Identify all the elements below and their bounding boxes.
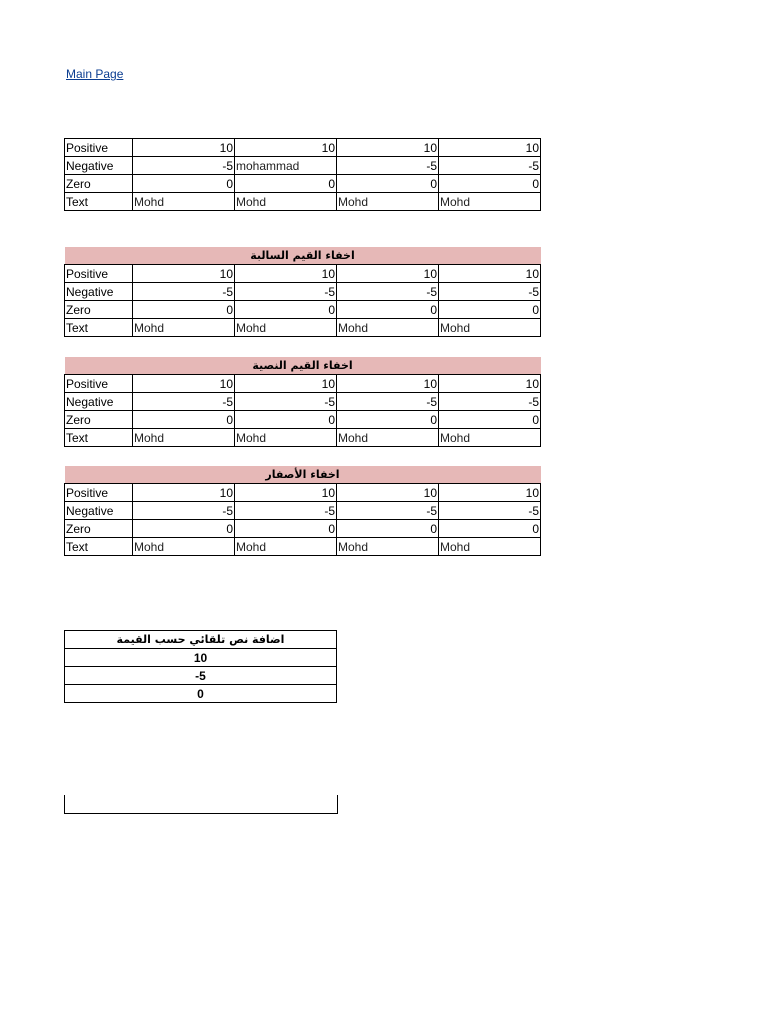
value-cell[interactable]: -5	[337, 283, 439, 301]
value-cell[interactable]: -5	[235, 283, 337, 301]
value-cell[interactable]: -5	[439, 283, 541, 301]
auto-text-value-cell[interactable]: 10	[65, 649, 337, 667]
row-label-cell[interactable]: Zero	[65, 411, 133, 429]
row-label-cell[interactable]: Positive	[65, 375, 133, 393]
table-row	[65, 429, 541, 447]
value-cell[interactable]: 10	[439, 375, 541, 393]
value-cell[interactable]: Mohd	[235, 429, 337, 447]
value-cell[interactable]: -5	[133, 157, 235, 175]
main-page-link[interactable]: Main Page	[66, 67, 124, 81]
value-cell[interactable]: -5	[133, 502, 235, 520]
row-label-cell[interactable]: Zero	[65, 520, 133, 538]
value-cell[interactable]: -5	[439, 502, 541, 520]
value-cell[interactable]: Mohd	[337, 538, 439, 556]
value-cell[interactable]: 0	[133, 411, 235, 429]
value-cell[interactable]: Mohd	[133, 538, 235, 556]
value-cell[interactable]: 10	[337, 375, 439, 393]
row-label-cell[interactable]: Negative	[65, 157, 133, 175]
table-header-band[interactable]: اخفاء القيم النصية	[65, 357, 541, 375]
data-table-hide-text	[64, 357, 541, 447]
value-cell[interactable]: Mohd	[337, 319, 439, 337]
table-row	[65, 157, 541, 175]
value-cell[interactable]: 10	[235, 265, 337, 283]
value-cell[interactable]: 0	[439, 520, 541, 538]
value-cell[interactable]: Mohd	[235, 193, 337, 211]
value-cell[interactable]: 10	[235, 139, 337, 157]
table-row	[65, 319, 541, 337]
value-cell[interactable]: Mohd	[439, 319, 541, 337]
value-cell[interactable]: -5	[337, 157, 439, 175]
value-cell[interactable]: 0	[337, 520, 439, 538]
row-label-cell[interactable]: Zero	[65, 175, 133, 193]
value-cell[interactable]: 0	[133, 520, 235, 538]
value-cell[interactable]: 10	[337, 139, 439, 157]
value-cell[interactable]: -5	[337, 393, 439, 411]
value-cell[interactable]: -5	[337, 502, 439, 520]
table-row	[65, 538, 541, 556]
auto-text-header[interactable]: اضافة نص تلقائي حسب القيمة	[65, 631, 337, 649]
row-label-cell[interactable]: Zero	[65, 301, 133, 319]
row-label-cell[interactable]: Text	[65, 538, 133, 556]
table-row	[65, 484, 541, 502]
value-cell[interactable]: 10	[337, 484, 439, 502]
value-cell[interactable]: -5	[235, 502, 337, 520]
table-row	[65, 265, 541, 283]
table-row	[65, 139, 541, 157]
value-cell[interactable]: 10	[235, 484, 337, 502]
data-table-hide-zeros	[64, 466, 541, 556]
value-cell[interactable]: 0	[439, 175, 541, 193]
value-cell[interactable]: 0	[235, 520, 337, 538]
row-label-cell[interactable]: Text	[65, 319, 133, 337]
row-label-cell[interactable]: Negative	[65, 502, 133, 520]
value-cell[interactable]: 10	[439, 139, 541, 157]
row-label-cell[interactable]: Text	[65, 193, 133, 211]
row-label-cell[interactable]: Text	[65, 429, 133, 447]
row-label-cell[interactable]: Positive	[65, 139, 133, 157]
table-header-band[interactable]: اخفاء الأصفار	[65, 466, 541, 484]
value-cell[interactable]: 0	[133, 175, 235, 193]
data-table-hide-negative	[64, 247, 541, 337]
value-cell[interactable]: 10	[133, 484, 235, 502]
value-cell[interactable]: -5	[235, 393, 337, 411]
value-cell[interactable]: 10	[439, 484, 541, 502]
value-cell[interactable]: Mohd	[133, 319, 235, 337]
value-cell[interactable]: -5	[133, 393, 235, 411]
value-cell[interactable]: Mohd	[133, 429, 235, 447]
table-row	[65, 301, 541, 319]
auto-text-value-cell[interactable]: 0	[65, 685, 337, 703]
value-cell[interactable]: Mohd	[235, 319, 337, 337]
value-cell[interactable]: 10	[337, 265, 439, 283]
value-cell[interactable]: 10	[133, 375, 235, 393]
value-cell[interactable]: 10	[439, 265, 541, 283]
table-row	[65, 175, 541, 193]
auto-text-table	[64, 630, 337, 703]
table-header-band[interactable]: اخفاء القيم السالبة	[65, 247, 541, 265]
value-cell[interactable]: 0	[235, 175, 337, 193]
value-cell[interactable]: 0	[235, 411, 337, 429]
value-cell[interactable]: 0	[439, 411, 541, 429]
table-row	[65, 283, 541, 301]
row-label-cell[interactable]: Positive	[65, 265, 133, 283]
value-cell[interactable]: mohammad	[235, 157, 337, 175]
auto-text-value-cell[interactable]: -5	[65, 667, 337, 685]
row-label-cell[interactable]: Negative	[65, 393, 133, 411]
value-cell[interactable]: 0	[337, 411, 439, 429]
value-cell[interactable]: 0	[337, 301, 439, 319]
empty-cell-box[interactable]	[64, 795, 338, 814]
table-row	[65, 193, 541, 211]
value-cell[interactable]: -5	[439, 393, 541, 411]
value-cell[interactable]: 10	[235, 375, 337, 393]
value-cell[interactable]: -5	[133, 283, 235, 301]
data-table-original	[64, 138, 541, 211]
value-cell[interactable]: Mohd	[133, 193, 235, 211]
table-row	[65, 411, 541, 429]
value-cell[interactable]: 0	[439, 301, 541, 319]
table-row	[65, 520, 541, 538]
table-row	[65, 502, 541, 520]
value-cell[interactable]: 10	[133, 265, 235, 283]
row-label-cell[interactable]: Positive	[65, 484, 133, 502]
value-cell[interactable]: Mohd	[337, 193, 439, 211]
value-cell[interactable]: 0	[337, 175, 439, 193]
table-row	[65, 375, 541, 393]
value-cell[interactable]: 0	[235, 301, 337, 319]
value-cell[interactable]: 0	[133, 301, 235, 319]
value-cell[interactable]: Mohd	[439, 429, 541, 447]
value-cell[interactable]: Mohd	[439, 538, 541, 556]
row-label-cell[interactable]: Negative	[65, 283, 133, 301]
value-cell[interactable]: -5	[439, 157, 541, 175]
value-cell[interactable]: 10	[133, 139, 235, 157]
value-cell[interactable]: Mohd	[235, 538, 337, 556]
value-cell[interactable]: Mohd	[439, 193, 541, 211]
table-row	[65, 393, 541, 411]
value-cell[interactable]: Mohd	[337, 429, 439, 447]
